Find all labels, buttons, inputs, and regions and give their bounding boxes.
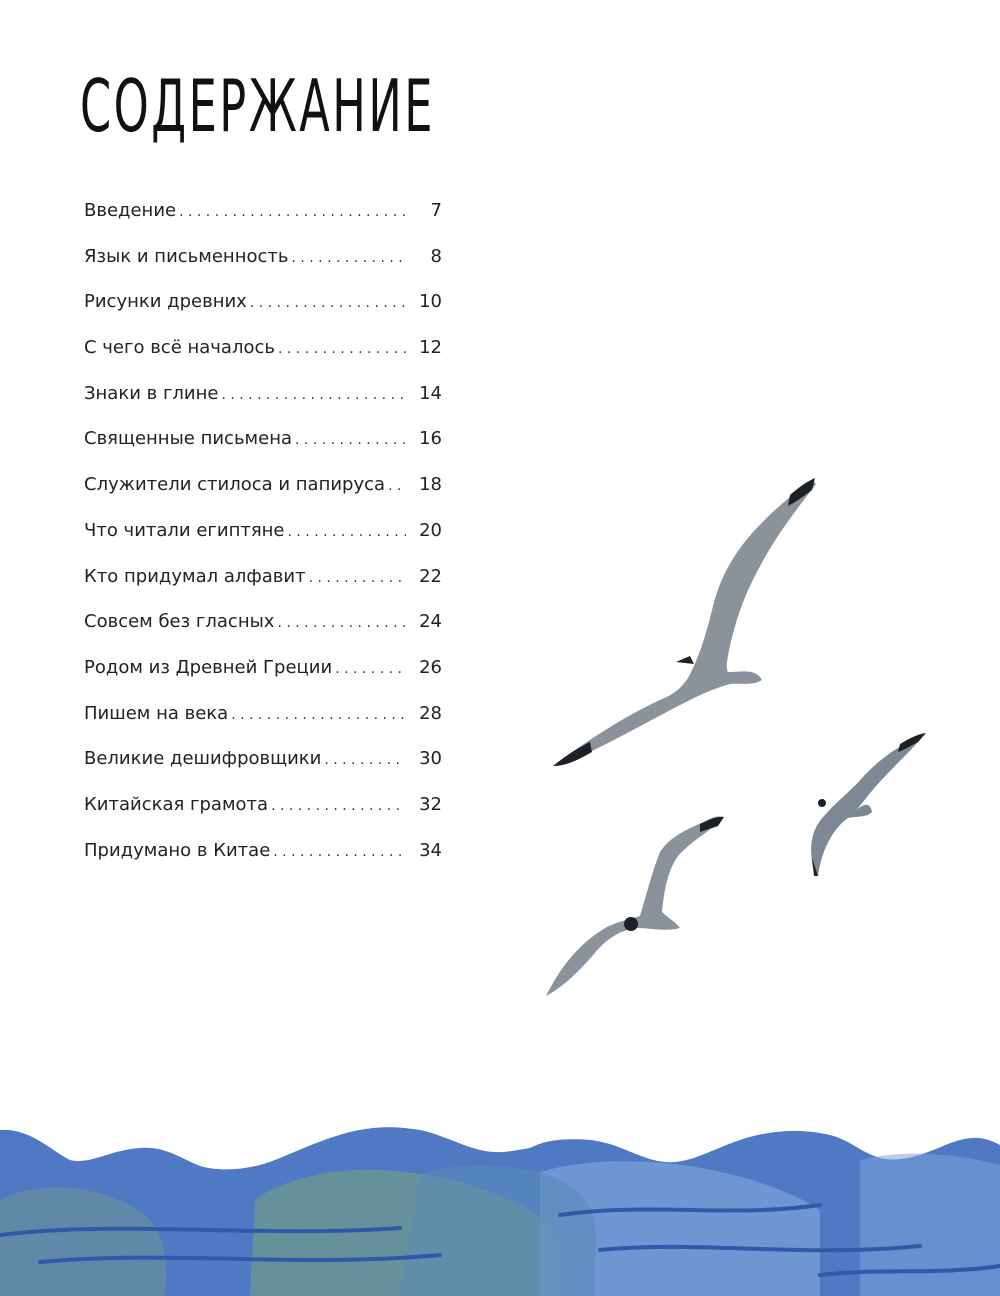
toc-entry-page: 14 [419,382,442,404]
toc-entry-title: Рисунки древних [84,291,247,313]
toc-entry-title: Великие дешифровщики [84,748,322,770]
page-title: СОДЕРЖАНИЕ [80,64,435,148]
toc-entry-title: Родом из Древней Греции [84,656,333,678]
toc-entry-title: Знаки в глине [84,382,219,404]
seagull-small [811,733,926,876]
toc-entry-title: Священные письмена [84,428,293,450]
toc-entry-page: 28 [419,702,442,724]
toc-entry-title: Китайская грамота [84,793,269,815]
toc-entry-page: 18 [419,474,442,496]
seagull-large [553,478,816,766]
toc-entry-page: 7 [430,200,442,221]
toc-entry-page: 26 [419,656,442,678]
toc-entry-page: 22 [419,565,442,587]
sea-waves [0,1127,1000,1296]
seagull-middle [546,816,724,996]
toc-entry-title: Введение [84,200,177,221]
toc-entry-title: Придумано в Китае [84,839,271,861]
toc-entry-title: Кто придумал алфавит [84,565,306,587]
toc-entry-title: Что читали египтяне [84,519,285,541]
toc-entry-page: 8 [430,245,442,267]
toc-entry-page: 34 [419,839,442,861]
toc-entry-page: 16 [419,428,442,450]
toc-entry-page: 12 [419,337,442,359]
toc-entry-title: С чего всё началось [84,337,275,359]
toc-entry-page: 20 [419,519,442,541]
toc-entry-title: Пишем на века [84,702,229,724]
toc-entry-title: Язык и письменность [84,245,289,267]
toc-entry-page: 24 [419,611,442,633]
toc-entry-page: 32 [419,793,442,815]
toc-entry-title: Служители стилоса и папируса [84,474,386,496]
toc-entry-title: Совсем без гласных [84,611,275,633]
toc-entry-page: 30 [419,748,442,770]
toc-entry-page: 10 [419,291,442,313]
